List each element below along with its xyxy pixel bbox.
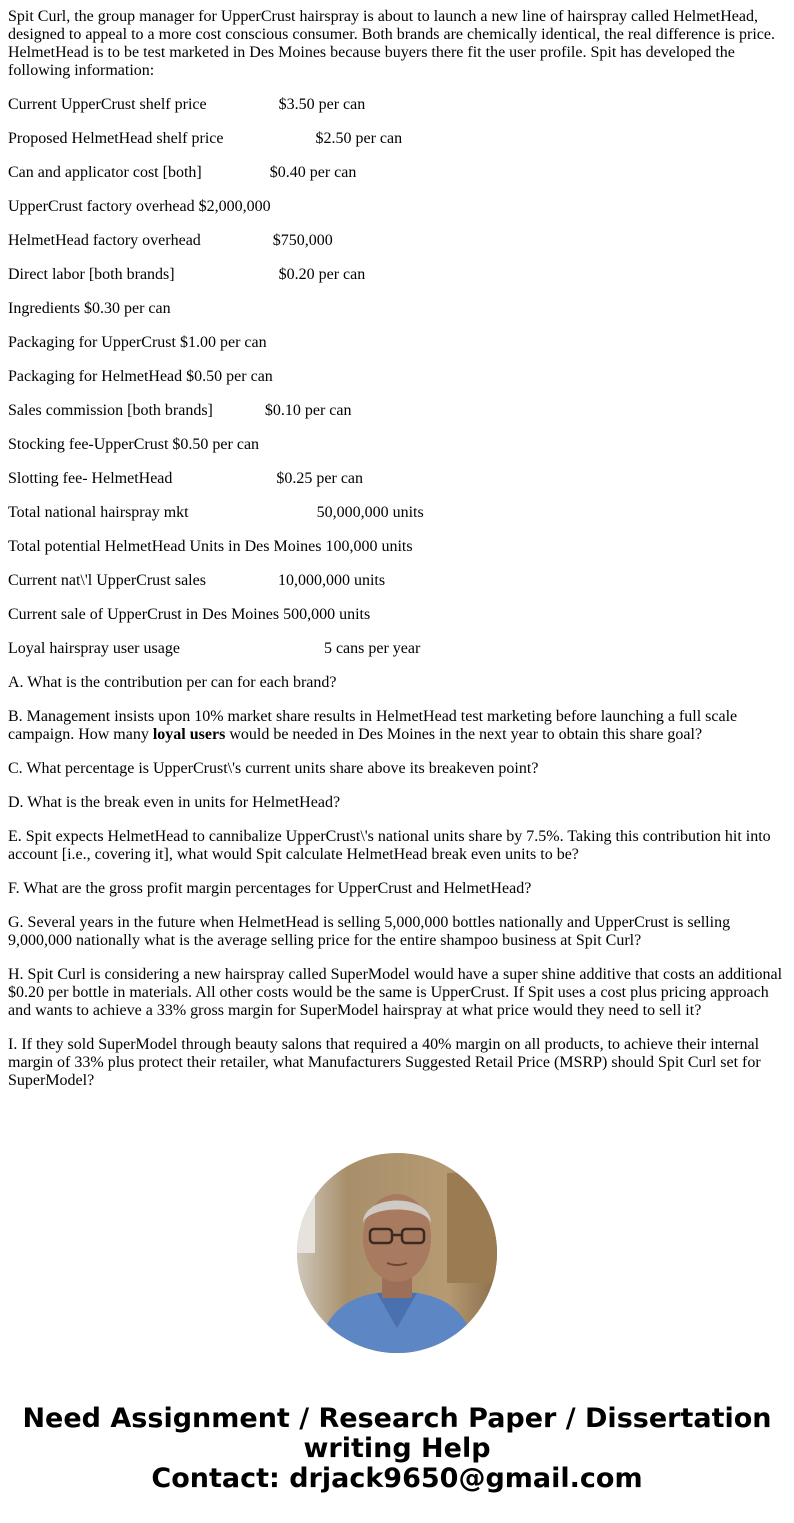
fact-line: Proposed HelmetHead shelf price $2.50 per can — [8, 130, 403, 147]
question-b-text: would be needed in Des Moines in the next year to obtain this share goal? — [225, 726, 703, 743]
question-f: F. What are the gross profit margin percentages for UpperCrust and HelmetHead? — [8, 880, 532, 897]
question-a: A. What is the contribution per can for each brand? — [8, 674, 337, 691]
fact-line: Current UpperCrust shelf price $3.50 per can — [8, 96, 366, 113]
fact-line: Ingredients $0.30 per can — [8, 300, 171, 317]
question-b — [8, 708, 786, 744]
fact-line: Stocking fee-UpperCrust $0.50 per can — [8, 436, 260, 453]
fact-line: Total national hairspray mkt 50,000,000 units — [8, 504, 424, 521]
question-b-text: B. Management insists upon 10% market share results in HelmetHead test marketing before launching a full scale campaign. How many — [8, 708, 738, 743]
fact-line: Packaging for HelmetHead $0.50 per can — [8, 368, 273, 385]
fact-line: Current nat\'l UpperCrust sales 10,000,000 units — [8, 572, 386, 589]
fact-line: UpperCrust factory overhead $2,000,000 — [8, 198, 271, 215]
fact-line: Loyal hairspray user usage 5 cans per year — [8, 640, 421, 657]
avatar-photo — [297, 1153, 497, 1353]
intro-paragraph: Spit Curl, the group manager for UpperCrust hairspray is about to launch a new line of hairspray called HelmetHead, designed to appeal to a more cost conscious consumer. Both brands are chemically identical, the real difference is price. HelmetHead is to be test marketed in Des Moines because buyers there fit the user profile. Spit has developed the following information: — [8, 8, 775, 79]
fact-line: Total potential HelmetHead Units in Des Moines 100,000 units — [8, 538, 413, 555]
question-h: H. Spit Curl is considering a new hairspray called SuperModel would have a super shine additive that costs an additional $0.20 per bottle in materials. All other costs would be the same is UpperCrust. If Spit uses a cost plus pricing approach and wants to achieve a 33% gross margin for SuperModel hairspray at what price would they need to sell it? — [8, 966, 783, 1019]
fact-line: Sales commission [both brands] $0.10 per can — [8, 402, 352, 419]
question-c: C. What percentage is UpperCrust\'s current units share above its breakeven point? — [8, 760, 539, 777]
question-e: E. Spit expects HelmetHead to cannibalize UpperCrust\'s national units share by 7.5%. Taking this contribution hit into account [i.e., covering it], what would Spit calculate HelmetHead break even units to be? — [8, 828, 771, 863]
fact-line: HelmetHead factory overhead $750,000 — [8, 232, 333, 249]
footer-line: Need Assignment / Research Paper / Dissertation — [22, 1403, 772, 1434]
question-b-emphasis: loyal users — [152, 726, 226, 743]
avatar — [297, 1153, 497, 1353]
question-g: G. Several years in the future when HelmetHead is selling 5,000,000 bottles nationally and UpperCrust is selling 9,000,000 nationally what is the average selling price for the entire shampoo business at Spit Curl? — [8, 914, 731, 949]
fact-line: Slotting fee- HelmetHead $0.25 per can — [8, 470, 364, 487]
document-body — [8, 8, 786, 1106]
footer-line: writing Help — [303, 1433, 491, 1464]
question-d: D. What is the break even in units for HelmetHead? — [8, 794, 341, 811]
fact-line: Packaging for UpperCrust $1.00 per can — [8, 334, 267, 351]
fact-line: Can and applicator cost [both] $0.40 per can — [8, 164, 357, 181]
fact-line: Current sale of UpperCrust in Des Moines 500,000 units — [8, 606, 371, 623]
question-i: I. If they sold SuperModel through beauty salons that required a 40% margin on all products, to achieve their internal margin of 33% plus protect their retailer, what Manufacturers Suggested Retail Price (MSRP) should Spit Curl set for SuperModel? — [8, 1036, 761, 1089]
footer-contact-line: Contact: drjack9650@gmail.com — [151, 1463, 643, 1494]
contact-footer — [0, 1404, 794, 1494]
fact-line: Direct labor [both brands] $0.20 per can — [8, 266, 366, 283]
